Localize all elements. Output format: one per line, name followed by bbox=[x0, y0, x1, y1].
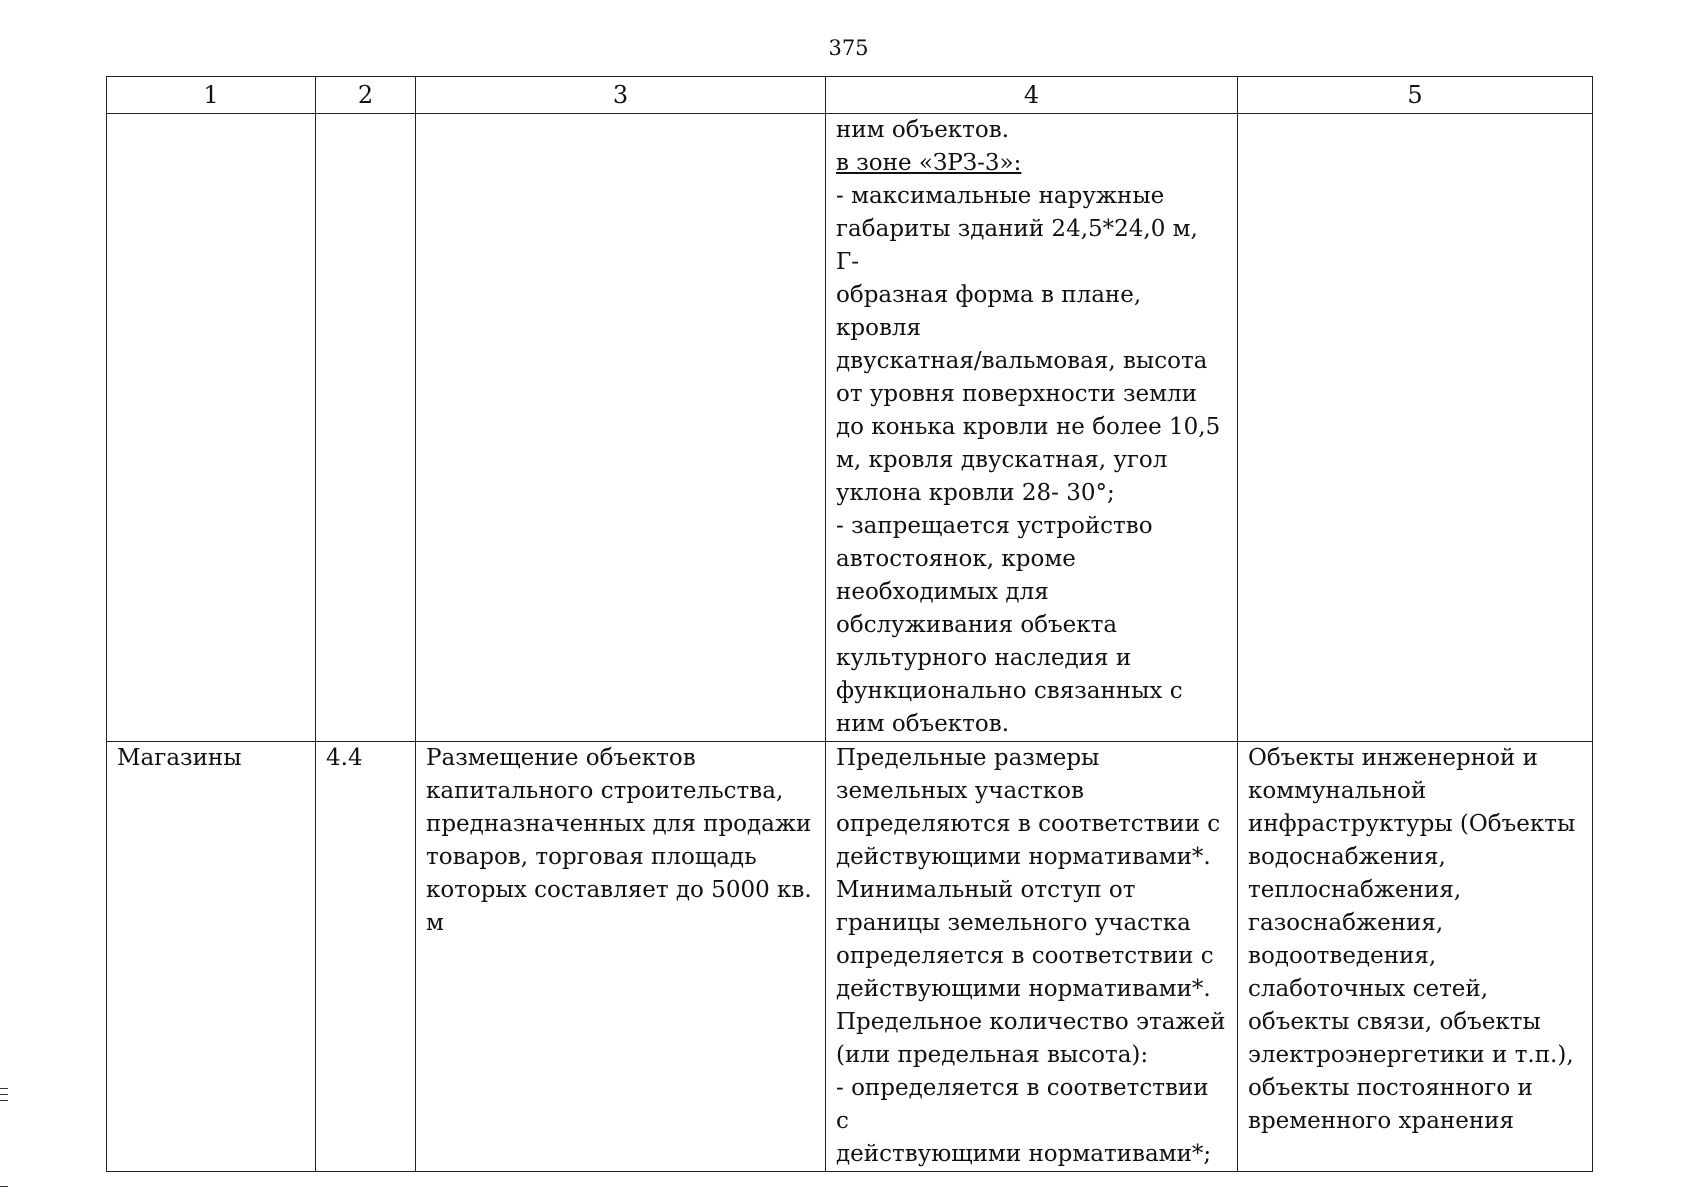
text-line: действующими нормативами*. bbox=[836, 844, 1211, 870]
text-line: границы земельного участка bbox=[836, 910, 1191, 936]
text-line: слаботочных сетей, bbox=[1248, 976, 1489, 1002]
text-line: действующими нормативами*; bbox=[836, 1141, 1212, 1167]
text-line: электроэнергетики и т.п.), bbox=[1248, 1042, 1574, 1068]
column-header-1: 1 bbox=[107, 77, 316, 114]
text-line: водоснабжения, bbox=[1248, 844, 1446, 870]
text-line: водоотведения, bbox=[1248, 943, 1437, 969]
text-line: объекты связи, объекты bbox=[1248, 1009, 1541, 1035]
cell-parameters-continued bbox=[826, 114, 1238, 742]
scan-margin-mark bbox=[0, 1088, 8, 1089]
text-line: определяется в соответствии с bbox=[836, 943, 1214, 969]
text-line: необходимых для bbox=[836, 579, 1049, 605]
text-line: временного хранения bbox=[1248, 1108, 1515, 1134]
cell-use-code: 4.4 bbox=[316, 742, 416, 1172]
text-line: объекты постоянного и bbox=[1248, 1075, 1533, 1101]
text-line: обслуживания объекта bbox=[836, 612, 1118, 638]
text-line: культурного наследия и bbox=[836, 645, 1132, 671]
text-line: - запрещается устройство bbox=[836, 513, 1153, 539]
text-line: определяются в соответствии с bbox=[836, 811, 1221, 837]
scan-margin-mark bbox=[0, 1100, 8, 1101]
text-line: товаров, торговая площадь bbox=[426, 844, 757, 870]
text-line: функционально связанных с bbox=[836, 678, 1183, 704]
text-line: ним объектов. bbox=[836, 117, 1010, 143]
text-line: образная форма в плане, кровля bbox=[836, 282, 1142, 341]
table-header-row bbox=[107, 77, 1593, 114]
text-line: Предельные размеры bbox=[836, 745, 1100, 771]
text-line: (или предельная высота): bbox=[836, 1042, 1149, 1068]
column-header-3: 3 bbox=[416, 77, 826, 114]
text-line: Объекты инженерной и bbox=[1248, 745, 1538, 771]
scan-margin-mark bbox=[0, 1186, 8, 1187]
text-line: коммунальной bbox=[1248, 778, 1427, 804]
cell-use-name: Магазины bbox=[107, 742, 316, 1172]
text-line: теплоснабжения, bbox=[1248, 877, 1462, 903]
text-line: Предельное количество этажей bbox=[836, 1009, 1226, 1035]
zone-heading-zrz3: в зоне «ЗРЗ-3»: bbox=[836, 150, 1022, 176]
text-line: уклона кровли 28- 30°; bbox=[836, 480, 1115, 506]
text-line: автостоянок, кроме bbox=[836, 546, 1076, 572]
text-line: до конька кровли не более 10,5 bbox=[836, 414, 1221, 440]
cell-auxiliary-uses bbox=[1238, 742, 1593, 1172]
text-line: предназначенных для продажи bbox=[426, 811, 812, 837]
regulations-table bbox=[106, 76, 1593, 1172]
cell-use-description bbox=[416, 742, 826, 1172]
text-line: - максимальные наружные bbox=[836, 183, 1165, 209]
text-line: - определяется в соответствии с bbox=[836, 1075, 1209, 1134]
text-line: инфраструктуры (Объекты bbox=[1248, 811, 1576, 837]
table-row-shops bbox=[107, 742, 1593, 1172]
scan-margin-mark bbox=[0, 1094, 8, 1095]
cell-use-description bbox=[416, 114, 826, 742]
column-header-4: 4 bbox=[826, 77, 1238, 114]
text-line: ним объектов. bbox=[836, 711, 1010, 737]
table-row-continuation bbox=[107, 114, 1593, 742]
text-line: действующими нормативами*. bbox=[836, 976, 1211, 1002]
text-line: земельных участков bbox=[836, 778, 1084, 804]
text-line: м bbox=[426, 910, 444, 936]
page-number: 375 bbox=[828, 36, 869, 60]
text-line: от уровня поверхности земли bbox=[836, 381, 1197, 407]
cell-auxiliary-uses bbox=[1238, 114, 1593, 742]
cell-use-name bbox=[107, 114, 316, 742]
text-line: габариты зданий 24,5*24,0 м, Г- bbox=[836, 216, 1198, 275]
text-line: Размещение объектов bbox=[426, 745, 696, 771]
text-line: двускатная/вальмовая, высота bbox=[836, 348, 1208, 374]
text-line: м, кровля двускатная, угол bbox=[836, 447, 1168, 473]
column-header-2: 2 bbox=[316, 77, 416, 114]
text-line: которых составляет до 5000 кв. bbox=[426, 877, 812, 903]
cell-parameters bbox=[826, 742, 1238, 1172]
text-line: газоснабжения, bbox=[1248, 910, 1444, 936]
cell-use-code bbox=[316, 114, 416, 742]
text-line: Минимальный отступ от bbox=[836, 877, 1136, 903]
text-line: капитального строительства, bbox=[426, 778, 784, 804]
column-header-5: 5 bbox=[1238, 77, 1593, 114]
